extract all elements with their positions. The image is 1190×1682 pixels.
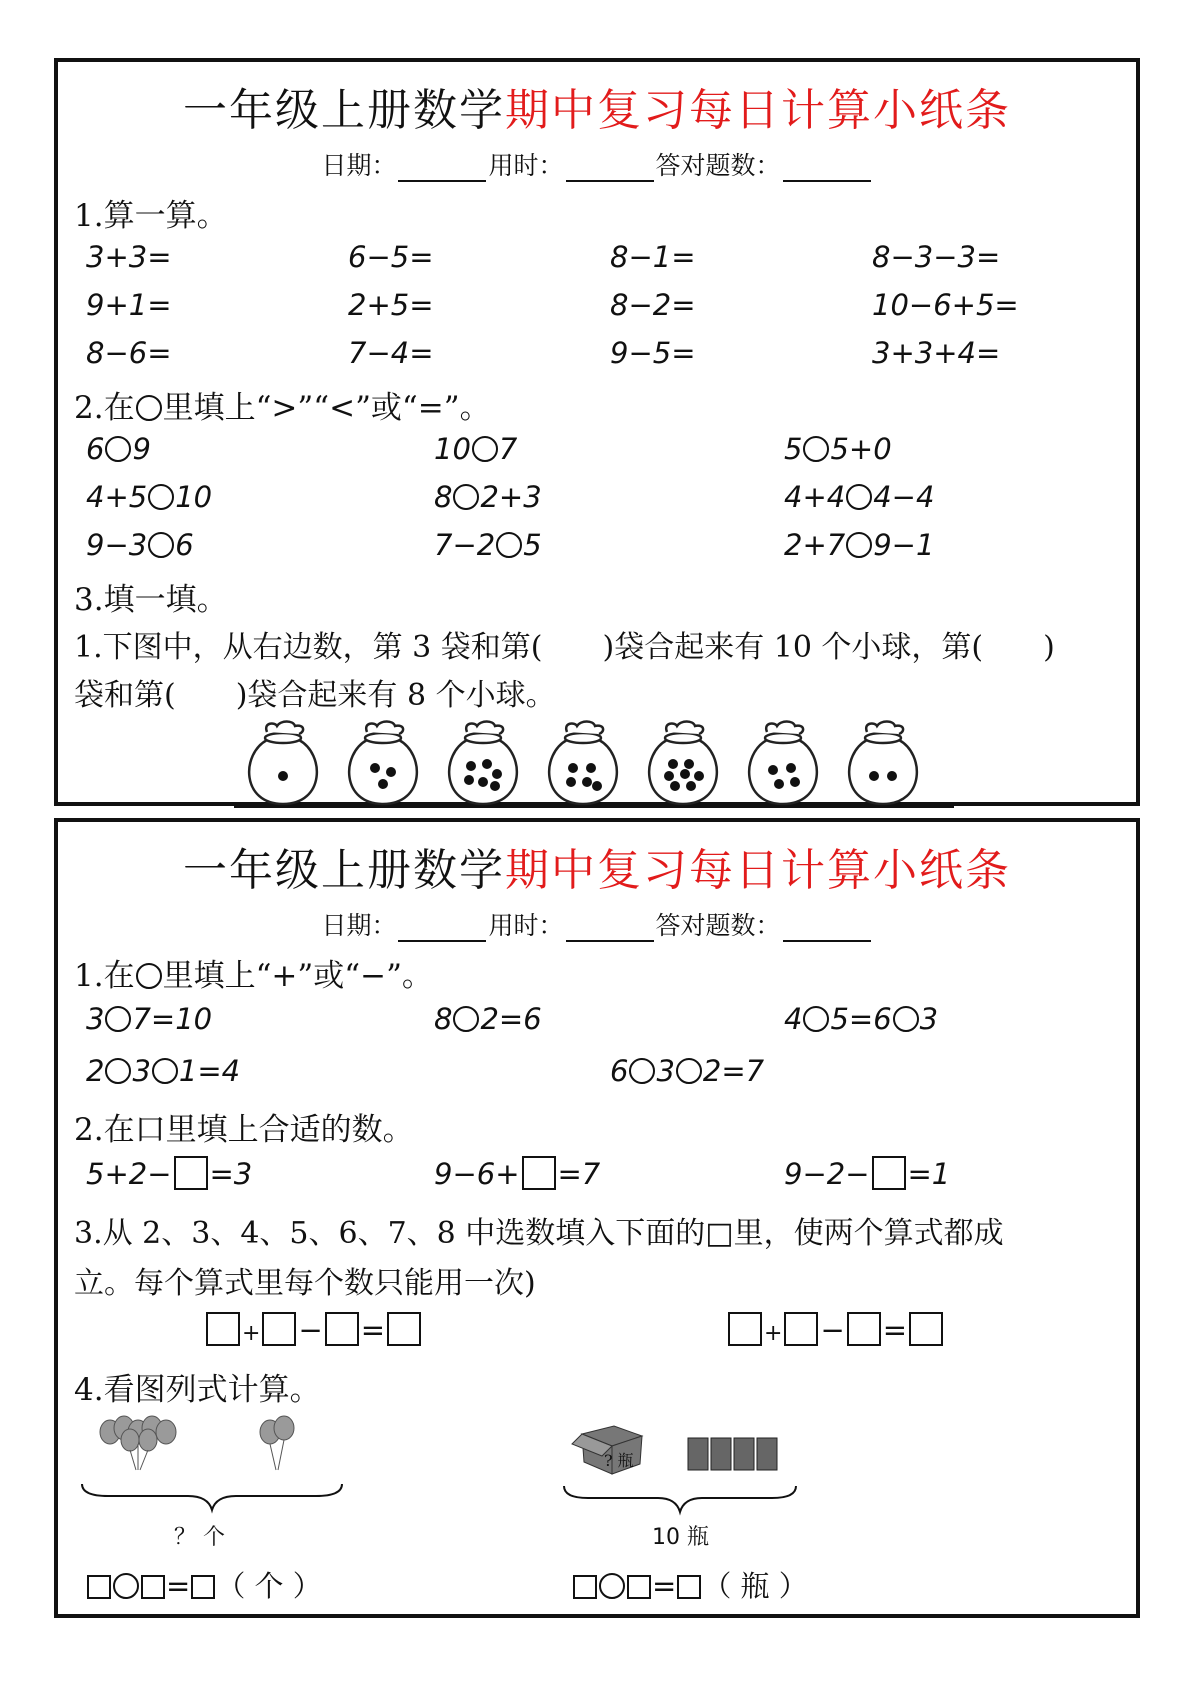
question-line-3b: 立。每个算式里每个数只能用一次)	[74, 1266, 536, 1301]
equation: 3+3+4=	[872, 336, 1001, 370]
ball	[378, 779, 388, 789]
equation: 9−5=	[610, 336, 696, 370]
square-blank[interactable]	[87, 1575, 111, 1599]
circle-blank[interactable]	[676, 1058, 702, 1084]
fill-item: 5+2− =3	[86, 1157, 253, 1191]
circle-icon	[136, 963, 162, 989]
date-blank[interactable]	[398, 154, 486, 182]
balloons-illustration	[78, 1414, 348, 1524]
ball	[566, 777, 576, 787]
ball	[586, 763, 596, 773]
ball	[680, 769, 690, 779]
circle-blank[interactable]	[846, 484, 872, 510]
bottles-illustration	[558, 1414, 798, 1524]
circle-blank[interactable]	[472, 436, 498, 462]
section-heading-2: 2.在口里填上合适的数。	[74, 1112, 414, 1148]
circle-blank[interactable]	[148, 484, 174, 510]
compare-item: 7−2 5	[434, 528, 542, 562]
time-label: 用时：	[488, 151, 564, 180]
ball	[370, 763, 380, 773]
circle-blank[interactable]	[803, 1006, 829, 1032]
time-label: 用时：	[488, 911, 564, 940]
square-blank[interactable]	[174, 1156, 208, 1190]
bag-2	[349, 722, 417, 805]
ball	[664, 771, 674, 781]
time-blank[interactable]	[566, 914, 654, 942]
circle-blank[interactable]	[629, 1058, 655, 1084]
bag-4	[549, 722, 617, 805]
circle-blank[interactable]	[148, 532, 174, 558]
ball	[887, 771, 897, 781]
square-blank[interactable]	[206, 1312, 240, 1346]
square-blank[interactable]	[728, 1312, 762, 1346]
question-line-3a: 3.从 2、3、4、5、6、7、8 中选数填入下面的□里，使两个算式都成	[74, 1216, 1004, 1251]
compare-item: 8 2+3	[434, 480, 542, 514]
choose-equation-1: + − =	[204, 1312, 423, 1347]
correct-label: 答对题数：	[655, 911, 781, 940]
circle-blank[interactable]	[105, 1006, 131, 1032]
operator-item: 6 3 2=7	[610, 1054, 765, 1088]
square-blank[interactable]	[141, 1575, 165, 1599]
ball	[670, 781, 680, 791]
ball	[464, 775, 474, 785]
ball	[478, 777, 488, 787]
ball	[694, 771, 704, 781]
ball	[869, 771, 879, 781]
fill-item: 9−6+ =7	[434, 1157, 601, 1191]
ball	[592, 781, 602, 791]
compare-item: 6 9	[86, 432, 151, 466]
circle-blank[interactable]	[453, 484, 479, 510]
square-blank[interactable]	[847, 1312, 881, 1346]
bag-6	[749, 722, 817, 805]
circle-blank[interactable]	[152, 1058, 178, 1084]
operator-item: 4 5=6 3	[784, 1002, 939, 1036]
section-heading-2	[74, 382, 491, 427]
operator-item: 8 2=6	[434, 1002, 542, 1036]
equation: 7−4=	[348, 336, 434, 370]
section-heading-4: 4.看图列式计算。	[74, 1372, 321, 1408]
brace-label-right: 10 瓶	[652, 1525, 709, 1550]
circle-blank[interactable]	[893, 1006, 919, 1032]
heading-part: 1.在	[74, 958, 135, 994]
question-line-1: 1.下图中，从右边数，第 3 袋和第( )袋合起来有 10 个小球，第( )	[74, 630, 1055, 665]
ball	[686, 781, 696, 791]
time-blank[interactable]	[566, 154, 654, 182]
ball	[668, 759, 678, 769]
date-blank[interactable]	[398, 914, 486, 942]
compare-item: 4+5 10	[86, 480, 213, 514]
box-label: ? 瓶	[604, 1451, 634, 1470]
ball	[684, 759, 694, 769]
title-black: 一年级上册数学	[183, 85, 505, 136]
formula-left: = （ 个 ）	[86, 1564, 322, 1605]
equation: 8−6=	[86, 336, 172, 370]
page-title	[58, 834, 1136, 898]
section-heading-3: 3.填一填。	[74, 582, 228, 618]
compare-item: 9−3 6	[86, 528, 194, 562]
compare-item: 5 5+0	[784, 432, 892, 466]
bags-illustration	[233, 720, 953, 806]
date-label: 日期：	[321, 151, 397, 180]
title-black: 一年级上册数学	[183, 845, 505, 896]
bag-3	[449, 722, 517, 805]
square-blank[interactable]	[522, 1156, 556, 1190]
ball	[790, 777, 800, 787]
square-blank[interactable]	[191, 1575, 215, 1599]
square-blank[interactable]	[627, 1575, 651, 1599]
circle-icon	[136, 395, 162, 421]
compare-item: 10 7	[434, 432, 518, 466]
formula-right: = （ 瓶 ）	[572, 1564, 808, 1605]
bag-1	[249, 722, 317, 805]
heading-part: 里填上“+”或“−”。	[162, 958, 433, 994]
unit-label: （ 瓶 ）	[702, 1569, 808, 1603]
ball	[774, 779, 784, 789]
circle-blank[interactable]	[803, 436, 829, 462]
circle-blank[interactable]	[599, 1573, 625, 1599]
circle-blank[interactable]	[496, 532, 522, 558]
ball	[492, 769, 502, 779]
meta-row	[58, 906, 1136, 942]
question-line-2: 袋和第( )袋合起来有 8 个小球。	[74, 678, 556, 713]
ball	[786, 763, 796, 773]
equation: 2+5=	[348, 288, 434, 322]
equation: 9+1=	[86, 288, 172, 322]
brace-label-left: ？ 个	[174, 1525, 225, 1550]
square-blank[interactable]	[262, 1312, 296, 1346]
equation: 6−5=	[348, 240, 434, 274]
square-blank[interactable]	[677, 1575, 701, 1599]
circle-blank[interactable]	[453, 1006, 479, 1032]
operator-item: 3 7=10	[86, 1002, 213, 1036]
square-blank[interactable]	[573, 1575, 597, 1599]
equation: 8−1=	[610, 240, 696, 274]
title-red: 期中复习每日计算小纸条	[505, 845, 1011, 896]
square-blank[interactable]	[325, 1312, 359, 1346]
equation: 10−6+5=	[872, 288, 1019, 322]
heading-part: 里填上“>”“<”或“=”。	[162, 390, 491, 426]
operator-item: 2 3 1=4	[86, 1054, 241, 1088]
circle-blank[interactable]	[105, 436, 131, 462]
ball	[386, 767, 396, 777]
square-blank[interactable]	[784, 1312, 818, 1346]
section-heading-1	[74, 950, 433, 995]
compare-item: 4+4 4−4	[784, 480, 935, 514]
circle-blank[interactable]	[113, 1573, 139, 1599]
bag-5	[649, 722, 717, 805]
title-red: 期中复习每日计算小纸条	[505, 85, 1011, 136]
ball	[768, 765, 778, 775]
circle-blank[interactable]	[846, 532, 872, 558]
ball	[568, 763, 578, 773]
section-heading-1: 1.算一算。	[74, 198, 228, 234]
square-blank[interactable]	[387, 1312, 421, 1346]
heading-part: 2.在	[74, 390, 135, 426]
meta-row	[58, 146, 1136, 182]
compare-item: 2+7 9−1	[784, 528, 935, 562]
equation: 3+3=	[86, 240, 172, 274]
unit-label: （ 个 ）	[216, 1569, 322, 1603]
ball	[482, 759, 492, 769]
baseline	[234, 806, 954, 808]
worksheet-card-2	[54, 818, 1140, 1618]
fill-item: 9−2− =1	[784, 1157, 951, 1191]
correct-label: 答对题数：	[655, 151, 781, 180]
correct-blank[interactable]	[783, 914, 871, 942]
correct-blank[interactable]	[783, 154, 871, 182]
page-title	[58, 74, 1136, 138]
worksheet-card-1	[54, 58, 1140, 806]
bag-7	[849, 722, 917, 805]
equation: 8−3−3=	[872, 240, 1001, 274]
ball	[490, 781, 500, 791]
square-blank[interactable]	[872, 1156, 906, 1190]
ball	[582, 777, 592, 787]
ball	[466, 761, 476, 771]
choose-equation-2: + − =	[726, 1312, 945, 1347]
ball	[278, 771, 288, 781]
date-label: 日期：	[321, 911, 397, 940]
square-blank[interactable]	[909, 1312, 943, 1346]
circle-blank[interactable]	[105, 1058, 131, 1084]
equation: 8−2=	[610, 288, 696, 322]
